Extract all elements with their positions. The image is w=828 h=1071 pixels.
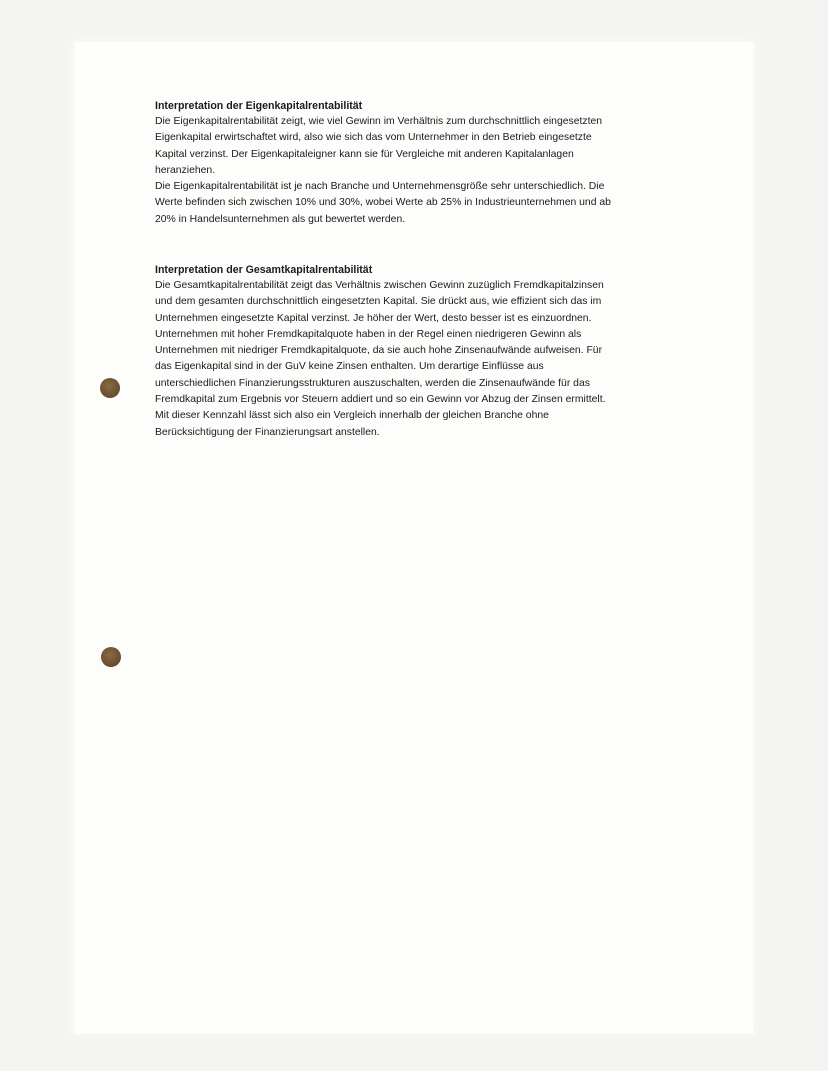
paragraph-line: Berücksichtigung der Finanzierungsart anstellen. — [155, 426, 380, 438]
paragraph-line: heranziehen. — [155, 164, 216, 176]
paragraph-line: das Eigenkapital sind in der GuV keine Zinsen enthalten. Um derartige Einflüsse aus — [155, 361, 544, 373]
punch-hole-upper — [100, 378, 120, 398]
paragraph-line: unterschiedlichen Finanzierungsstrukturen auszuschalten, werden die Zinsenaufwände für das — [155, 377, 590, 389]
paragraph-line: Kapital verzinst. Der Eigenkapitaleigner kann sie für Vergleiche mit anderen Kapitalanlagen — [155, 148, 574, 160]
paragraph-line: Die Eigenkapitalrentabilität zeigt, wie viel Gewinn im Verhältnis zum durchschnittlich eingesetzten — [155, 116, 603, 127]
paragraph-line: 20% in Handelsunternehmen als gut bewertet werden. — [155, 213, 406, 225]
paragraph-line: Mit dieser Kennzahl lässt sich also ein Vergleich innerhalb der gleichen Branche ohne — [155, 410, 549, 422]
paragraph-line: und dem gesamten durchschnittlich eingesetzten Kapital. Sie drückt aus, wie effizient sich das im — [155, 296, 602, 308]
paragraph-line: Unternehmen eingesetzte Kapital verzinst. Je höher der Wert, desto besser ist es einzuordnen. — [155, 312, 592, 324]
punch-hole-lower — [101, 647, 121, 667]
paragraph-line: Eigenkapital erwirtschaftet wird, also wie sich das vom Unternehmer in den Betrieb eingesetzte — [155, 132, 592, 144]
paragraph-line: Fremdkapital zum Ergebnis vor Steuern addiert und so ein Gewinn vor Abzug der Zinsen ermittelt. — [155, 394, 606, 406]
paragraph-line: Die Eigenkapitalrentabilität ist je nach Branche und Unternehmensgröße sehr unterschiedlich. Die — [155, 181, 605, 193]
section-gesamtkapitalrentabilitaet — [155, 262, 685, 441]
section-heading: Interpretation der Eigenkapitalrentabilität — [155, 100, 363, 112]
paragraph-line: Unternehmen mit niedriger Fremdkapitalquote, da sie auch hohe Zinsenaufwände aufweisen. Für — [155, 345, 603, 357]
paragraph-line: Werte befinden sich zwischen 10% und 30%, wobei Werte ab 25% in Industrieunternehmen und ab — [155, 197, 611, 209]
paragraph-line: Die Gesamtkapitalrentabilität zeigt das Verhältnis zwischen Gewinn zuzüglich Fremdkapitalzinsen — [155, 280, 604, 291]
paragraph-line: Unternehmen mit hoher Fremdkapitalquote haben in der Regel einen niedrigeren Gewinn als — [155, 328, 582, 340]
section-eigenkapitalrentabilitaet — [155, 98, 685, 228]
section-heading: Interpretation der Gesamtkapitalrentabilität — [155, 264, 373, 276]
